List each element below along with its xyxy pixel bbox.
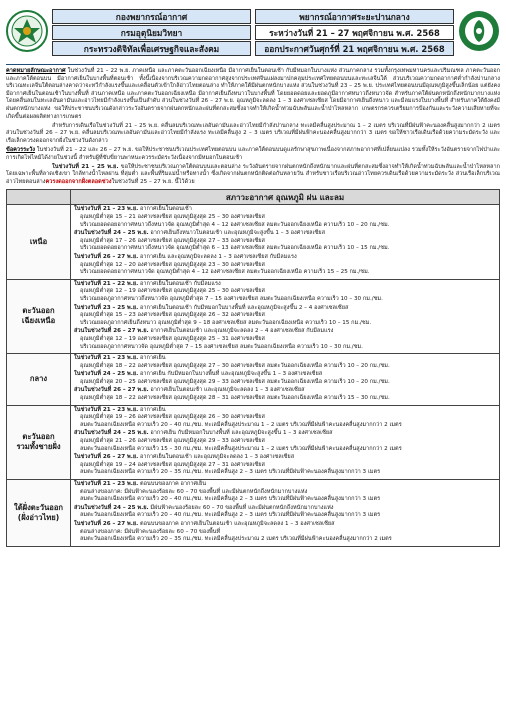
period-detail-line: บริเวณยอดดอยอากาศหนาวถึงหนาวจัด อุณหภูมิต่ำสุด 6 – 13 องศาเซลเซียส ลมตะวันออกเฉียงเหนือ ความเร็ว 10 – 15 กม./ชม. — [80, 245, 390, 252]
period-condition: มีฝนฟ้าคะนองร้อยละ 60 – 70 ของพื้นที่ และมีฝนตกหนักถึงหนักมากบางแห่ง — [148, 504, 334, 511]
period-detail-line: ลมตะวันออกเฉียงเหนือ ความเร็ว 20 – 40 กม./ชม. ทะเลมีคลื่นสูง 2 – 3 เมตร บริเวณที่มีฝนฟ้าคะนองคลื่นสูงมากกว่า 3 เมตร — [80, 512, 381, 519]
period-detail-line: อุณหภูมิต่ำสุด 15 – 23 องศาเซลเซียส อุณหภูมิสูงสุด 26 – 32 องศาเซลเซียส — [80, 312, 265, 319]
forecast-period-block — [74, 407, 496, 430]
forecast-period-block — [74, 305, 496, 328]
period-detail-line: บริเวณยอดภูอากาศหนาวจัด อุณหภูมิต่ำสุด 7 – 15 องศาเซลเซียส ลมตะวันออกเฉียงเหนือ ความเร็ว 10 – 30 กม./ชม. — [80, 343, 363, 350]
period-detail-line: ลมตะวันออกเฉียงเหนือ ความเร็ว 20 – 35 กม./ชม. ทะเลมีคลื่นสูง 2 – 3 เมตร บริเวณที่มีฝนฟ้าคะนองคลื่นสูงมากกว่า 3 เมตร — [80, 469, 381, 476]
marine-paragraph: สำหรับการเดินเรือในช่วงวันที่ 21 – 25 พ.ย. คลื่นลมบริเวณทะเลอันดามันและอ่าวไทยมีกำลังปานกลาง ทะเลมีคลื่นสูงประมาณ 1 – 2 เมตร บริเวณที่มีฝนฟ้าคะนองคลื่นสูงมากกว่า 2 เมตร ส่วนในช่วงวันที่ 26 – 27 พ.ย. คลื่นลมบริเวณทะเลอันดามันและอ่าวไทยมีกำลังแรง ทะเลมีคลื่นสูง 2 – 3 เมตร บริเวณที่มีฝนฟ้าคะนองคลื่นสูงมากกว่า 3 เมตร ขอให้ชาวเรือเดินเรือด้วยความระมัดระวัง และเรือเล็กควรงดออกจากฝั่งในช่วงวันดังกล่าว — [6, 122, 500, 144]
period-condition: อากาศเย็น — [138, 355, 166, 362]
table-header-row — [7, 190, 500, 205]
agency-block — [52, 4, 251, 62]
region-conditions — [71, 480, 500, 547]
period-detail-line: บริเวณยอดภูอากาศเย็นถึงหนาว อุณหภูมิต่ำสุด 9 – 18 องศาเซลเซียส ลมตะวันออกเฉียงเหนือ ความเร็ว 10 – 15 กม./ชม. — [80, 319, 372, 326]
south-warning-tail: ในช่วงวันที่ 25 – 27 พ.ย. นี้ไว้ด้วย — [111, 178, 195, 185]
forecast-period-block — [74, 505, 496, 520]
period-label: ในช่วงวันที่ 21 – 23 พ.ย. — [74, 406, 139, 413]
region-name: กลาง — [7, 354, 71, 406]
period-detail-line: ลมตะวันออกเฉียงเหนือ ความเร็ว 20 – 40 กม./ชม. ทะเลมีคลื่นสูงประมาณ 1 – 2 เมตร บริเวณที่มีฝนฟ้าคะนองคลื่นสูงมากกว่า 2 เมตร — [80, 421, 402, 428]
caution-text: ในช่วงวันที่ 21 – 22 และ 26 – 27 พ.ย. ขอให้ประชาชนบริเวณประเทศไทยตอนบน และภาคใต้ตอนบนดูแลรักษาสุขภาพเนื่องจากสภาพอากาศที่เปลี่ยนแปลง รวมทั้งให้ระวังอันตรายจากไฟป่าและการเกิดไฟไหม้ได้ง่ายในช่วงนี้ สำหรับผู้ที่ขับขี่ยานพาหนะควรระมัดระวังเนื่องจากมีหมอกในตอนเช้า — [6, 146, 500, 161]
department-seal-icon — [6, 10, 48, 52]
conditions-column-header: สภาวะอากาศ อุณหภูมิ ฝน และลม — [71, 190, 500, 205]
region-name: ใต้ฝั่งตะวันออก (ฝั่งอ่าวไทย) — [7, 480, 71, 547]
period-detail-line: ลมตะวันออกเฉียงเหนือ ความเร็ว 15 – 30 กม./ชม. ทะเลมีคลื่นสูงประมาณ 1 – 2 เมตร บริเวณที่มีฝนฟ้าคะนองคลื่นสูงมากกว่า 2 เมตร — [80, 445, 402, 452]
period-condition: อากาศเย็นในตอนเช้า กับมีหมอกในบางพื้นที่ และอุณหภูมิจะสูงขึ้น 2 – 4 องศาเซลเซียส — [138, 304, 349, 311]
period-condition: อากาศเย็นในตอนเช้า และอุณหภูมิจะลดลง 2 – 4 องศาเซลเซียส กับมีลมแรง — [148, 328, 334, 335]
period-summary-line — [74, 481, 496, 489]
period-label: ในช่วงวันที่ 21 – 23 พ.ย. — [74, 481, 139, 487]
south-warning-paragraph — [6, 164, 500, 187]
regional-forecast-table — [6, 189, 500, 546]
period-detail-line: ตอนล่างของภาค: มีฝนฟ้าคะนองร้อยละ 60 – 70 ของพื้นที่ และมีฝนตกหนักถึงหนักมากบางแห่ง — [80, 488, 308, 495]
table-row — [7, 480, 500, 547]
period-summary-line — [74, 355, 496, 363]
period-detail-line: อุณหภูมิต่ำสุด 19 – 26 องศาเซลเซียส อุณหภูมิสูงสุด 26 – 30 องศาเซลเซียส — [80, 414, 265, 421]
forecast-period-block — [74, 430, 496, 453]
period-label: ในช่วงวันที่ 21 – 22 พ.ย. — [74, 280, 139, 287]
period-detail-line: บริเวณยอดดอยอากาศหนาวถึงหนาวจัด อุณหภูมิต่ำสุด 4 – 12 องศาเซลเซียส ลมตะวันออกเฉียงเหนือ ความเร็ว 10 – 20 กม./ชม. — [80, 221, 390, 228]
region-conditions — [71, 205, 500, 279]
period-condition: อากาศเย็นในตอนเช้า และอุณหภูมิจะลดลง 1 – 3 องศาเซลเซียส — [138, 454, 295, 461]
period-detail-line: อุณหภูมิต่ำสุด 19 – 24 องศาเซลเซียส อุณหภูมิสูงสุด 27 – 31 องศาเซลเซียส — [80, 461, 265, 468]
document-header — [6, 4, 500, 62]
south-warning-lead: ในช่วงวันที่ 21 – 25 พ.ย. — [52, 163, 119, 170]
forecast-period-block — [74, 254, 496, 277]
forecast-period-block — [74, 481, 496, 504]
period-label: ส่วนในช่วงวันที่ 26 – 27 พ.ย. — [74, 387, 149, 394]
period-label: ส่วนในช่วงวันที่ 24 – 25 พ.ย. — [74, 230, 149, 237]
south-warning-text: ขอให้ประชาชนบริเวณภาคใต้ตอนบนและตอนล่าง ระวังอันตรายจากฝนตกหนักถึงหนักมากและฝนที่ตกสะสมซึ่งอาจทำให้เกิดน้ำท่วมฉับพลันและน้ำป่าไหลหลาก โดยเฉพาะพื้นที่ลาดเชิงเขา ใกล้ทางน้ำไหลผ่าน ที่ลุ่มต่ำ และพื้นที่ริมแม่น้ำหรือทางน้ำ ซึ่งเกิดจากฝนตกหนักติดต่อกันหลายวัน สำหรับชาวเรือบริเวณอ่าวไทยควรเดินเรือด้วยความระมัดระวัง ส่วนเรือเล็กบริเวณอ่าวไทยตอนล่าง — [6, 163, 500, 185]
period-label: ส่วนในช่วงวันที่ 24 – 25 พ.ย. — [74, 430, 149, 437]
period-detail-line: อุณหภูมิต่ำสุด 17 – 26 องศาเซลเซียส อุณหภูมิสูงสุด 27 – 33 องศาเซลเซียส — [80, 237, 265, 244]
period-summary-line — [74, 230, 496, 238]
summary-text-a: ในช่วงวันที่ 21 – 22 พ.ย. ภาคเหนือ และภาคตะวันออกเฉียงเหนือ มีอากาศเย็นในตอนเช้า กับมีหมอกในบางแห่ง ส่วนภาคกลาง รวมทั้งกรุงเทพมหานครและปริมณฑล ภาคตะวันออก และภาคใต้ตอนบน มีอากาศเย็นในบางพื้นที่ตอนเช้า ทั้งนี้เนื่องจากบริเวณความกดอากาศสูงจากประเทศจีนแผ่ลงมาปกคลุมประเทศไทยตอนบนและทะเลจีนใต้ ส่วนบริเวณความกดอากาศต่ำกำลังปานกลางบริเวณทะเลจีนใต้ตอนล่างคาดว่าจะทวีกำลังแรงขึ้นและเคลื่อนตัวเข้าใกล้อ่าวไทยตอนล่าง ทำให้ภาคใต้มีฝนตกหนักบางแห่ง ส่วนในช่วงวันที่ 23 – 25 พ.ย. — [6, 68, 500, 90]
period-detail-line: ลมตะวันออกเฉียงเหนือ ความเร็ว 20 – 40 กม./ชม. ทะเลมีคลื่นสูง 2 – 3 เมตร บริเวณที่มีฝนฟ้าคะนองคลื่นสูงมากกว่า 3 เมตร — [80, 496, 381, 503]
period-condition: อากาศเย็น — [138, 406, 166, 413]
period-label: ในช่วงวันที่ 26 – 27 พ.ย. — [74, 520, 139, 527]
agency-ministry: กระทรวงดิจิทัลเพื่อเศรษฐกิจและสังคม — [52, 41, 251, 56]
period-detail-line: อุณหภูมิต่ำสุด 18 – 22 องศาเซลเซียส อุณหภูมิสูงสุด 27 – 30 องศาเซลเซียส ลมตะวันออกเฉียงเหนือ ความเร็ว 10 – 20 กม./ชม. — [80, 362, 390, 369]
agency-department: กรมอุตุนิยมวิทยา — [52, 25, 251, 40]
region-name: ตะวันออก เฉียงเหนือ — [7, 279, 71, 353]
period-condition: อากาศเย็นถึงหนาวในตอนเช้า และอุณหภูมิจะสูงขึ้น 1 – 3 องศาเซลเซียส — [148, 230, 325, 237]
region-name: ตะวันออก รวมทั้งชายฝั่ง — [7, 405, 71, 479]
period-detail-line: อุณหภูมิต่ำสุด 18 – 22 องศาเซลเซียส อุณหภูมิสูงสุด 28 – 31 องศาเซลเซียส ลมตะวันออกเฉียงเหนือ ความเร็ว 15 – 30 กม./ชม. — [80, 395, 390, 402]
period-detail-line: บริเวณยอดดอยอากาศหนาวจัด อุณหภูมิต่ำสุด 4 – 12 องศาเซลเซียส ลมตะวันออกเฉียงเหนือ ความเร็ว 15 – 25 กม./ชม. — [80, 269, 370, 276]
period-label: ในช่วงวันที่ 21 – 23 พ.ย. — [74, 206, 139, 213]
period-detail-line: อุณหภูมิต่ำสุด 15 – 21 องศาเซลเซียส อุณหภูมิสูงสุด 25 – 30 องศาเซลเซียส — [80, 214, 265, 220]
ministry-logo-icon — [458, 10, 500, 52]
forecast-period-block — [74, 230, 496, 253]
period-condition: อากาศเย็นในตอนเช้า กับมีลมแรง — [138, 280, 221, 287]
period-summary-line — [74, 430, 496, 438]
forecast-period-block — [74, 454, 496, 477]
period-label: ในช่วงวันที่ 24 – 25 พ.ย. — [74, 371, 139, 378]
forecast-period-block — [74, 521, 496, 544]
forecast-period-block — [74, 206, 496, 229]
period-summary-line — [74, 371, 496, 379]
region-conditions — [71, 405, 500, 479]
period-condition: อากาศเย็น และอุณหภูมิจะลดลง 1 – 3 องศาเซลเซียส กับมีลมแรง — [138, 253, 297, 260]
summary-lead: คาดหมายลักษณะอากาศ — [6, 68, 66, 74]
period-summary-line — [74, 521, 496, 529]
period-condition: อากาศเย็น กับมีหมอกในบางพื้นที่ และอุณหภูมิจะสูงขึ้น 1 – 3 องศาเซลเซียส — [148, 430, 333, 437]
period-summary-line — [74, 206, 496, 214]
period-condition: ตอนบนของภาค อากาศเย็นในตอนเช้า และอุณหภูมิจะลดลง 1 – 3 องศาเซลเซียส — [138, 520, 335, 527]
region-conditions — [71, 279, 500, 353]
table-row — [7, 405, 500, 479]
period-label: ในช่วงวันที่ 26 – 27 พ.ย. — [74, 454, 139, 461]
period-detail-line: อุณหภูมิต่ำสุด 21 – 26 องศาเซลเซียส อุณหภูมิสูงสุด 29 – 33 องศาเซลเซียส — [80, 438, 265, 445]
header-divider — [6, 64, 500, 65]
forecast-period-block — [74, 281, 496, 304]
period-detail-line: อุณหภูมิต่ำสุด 12 – 20 องศาเซลเซียส อุณหภูมิสูงสุด 23 – 30 องศาเซลเซียส — [80, 261, 265, 268]
region-conditions — [71, 354, 500, 406]
period-summary-line — [74, 387, 496, 395]
forecast-period-block — [74, 371, 496, 386]
period-summary-line — [74, 305, 496, 313]
period-condition: อากาศเย็น กับมีหมอกในบางพื้นที่ และอุณหภูมิจะสูงขึ้น 1 – 3 องศาเซลเซียส — [138, 371, 323, 378]
south-warning-highlight: ควรงดออกจากฝั่งตลอดช่วง — [45, 178, 112, 185]
period-summary-line — [74, 254, 496, 262]
period-summary-line — [74, 328, 496, 336]
forecast-period-block — [74, 355, 496, 370]
period-detail-line: ลมตะวันออกเฉียงเหนือ ความเร็ว 20 – 35 กม./ชม. ทะเลมีคลื่นสูงประมาณ 2 เมตร บริเวณที่มีฝนฟ้าคะนองคลื่นสูงมากกว่า 2 เมตร — [80, 536, 392, 543]
forecast-period: ระหว่างวันที่ 21 – 27 พฤศจิกายน พ.ศ. 2568 — [255, 25, 454, 40]
period-label: ส่วนในช่วงวันที่ 24 – 25 พ.ย. — [74, 504, 149, 511]
table-body — [7, 205, 500, 546]
period-condition: อากาศเย็นในตอนเช้า และอุณหภูมิจะลดลง 1 – 3 องศาเซลเซียส — [148, 387, 305, 394]
issue-date: ออกประกาศวันศุกร์ที่ 21 พฤศจิกายน พ.ศ. 2568 — [255, 41, 454, 56]
forecast-period-block — [74, 328, 496, 351]
summary-text-b: ประเทศไทยตอนบนมีอุณหภูมิสูงขึ้นเล็กน้อย แต่ยังคงมีอากาศเย็นในตอนเช้าในบางพื้นที่ ส่วนภาคเหนือ และภาคตะวันออกเฉียงเหนือ มีอากาศเย็นถึงหนาวในบางพื้นที่ โดยยอดดอยและยอดภูมีอากาศหนาวถึงหนาวจัด สำหรับภาคใต้ฝนตกหนักถึงหนักมากบางแห่ง โดยคลื่นลมในทะเลอันดามันและอ่าวไทยมีกำลังแรงขึ้นเป็นลำดับ ส่วนในช่วงวันที่ 26 – 27 พ.ย. อุณหภูมิจะลดลง 1 – 3 องศาเซลเซียส โดยมีอากาศเย็นถึงหนาว และมีลมแรงในบางพื้นที่ สำหรับภาคใต้ยังคงมีฝนตกหนักบางแห่ง ขอให้ประชาชนบริเวณดังกล่าวระวังอันตรายจากฝนตกหนักและฝนที่ตกสะสมซึ่งอาจทำให้เกิดน้ำท่วมฉับพลันและน้ำป่าไหลหลาก เกษตรกรควรเตรียมการป้องกันและระวังความเสียหายที่จะเกิดขึ้นต่อผลผลิตทางการเกษตร — [6, 83, 501, 120]
period-detail-line: อุณหภูมิต่ำสุด 20 – 25 องศาเซลเซียส อุณหภูมิสูงสุด 29 – 33 องศาเซลเซียส ลมตะวันออกเฉียงเหนือ ความเร็ว 10 – 20 กม./ชม. — [80, 378, 390, 385]
table-row — [7, 205, 500, 279]
period-summary-line — [74, 454, 496, 462]
region-name: เหนือ — [7, 205, 71, 279]
period-label: ส่วนในช่วงวันที่ 26 – 27 พ.ย. — [74, 328, 149, 335]
caution-lead: ข้อควรระวัง — [6, 146, 35, 153]
period-detail-line: ตอนล่างของภาค: มีฝนฟ้าคะนองร้อยละ 60 – 70 ของพื้นที่ — [80, 528, 221, 535]
agency-division: กองพยากรณ์อากาศ — [52, 9, 251, 24]
period-detail-line: อุณหภูมิต่ำสุด 12 – 19 องศาเซลเซียส อุณหภูมิสูงสุด 25 – 30 องศาเซลเซียส — [80, 288, 265, 295]
period-detail-line: บริเวณยอดภูอากาศหนาวถึงหนาวจัด อุณหภูมิต่ำสุด 7 – 15 องศาเซลเซียส ลมตะวันออกเฉียงเหนือ ความเร็ว 10 – 30 กม./ชม. — [80, 295, 383, 302]
forecast-title-block — [255, 4, 454, 62]
period-condition: ตอนบนของภาค อากาศเย็น — [138, 481, 207, 487]
summary-paragraph-1 — [6, 68, 500, 121]
caution-paragraph — [6, 147, 500, 162]
period-condition: อากาศเย็นในตอนเช้า — [138, 206, 192, 213]
region-column-header — [7, 190, 71, 205]
period-detail-line: อุณหภูมิต่ำสุด 12 – 19 องศาเซลเซียส อุณหภูมิสูงสุด 25 – 31 องศาเซลเซียส — [80, 335, 265, 342]
period-label: ในช่วงวันที่ 23 – 25 พ.ย. — [74, 304, 139, 311]
forecast-title: พยากรณ์อากาศระยะปานกลาง — [255, 9, 454, 24]
period-label: ในช่วงวันที่ 26 – 27 พ.ย. — [74, 253, 139, 260]
table-row — [7, 279, 500, 353]
forecast-period-block — [74, 387, 496, 402]
table-row — [7, 354, 500, 406]
forecast-summary — [6, 68, 500, 186]
period-label: ในช่วงวันที่ 21 – 23 พ.ย. — [74, 355, 139, 362]
